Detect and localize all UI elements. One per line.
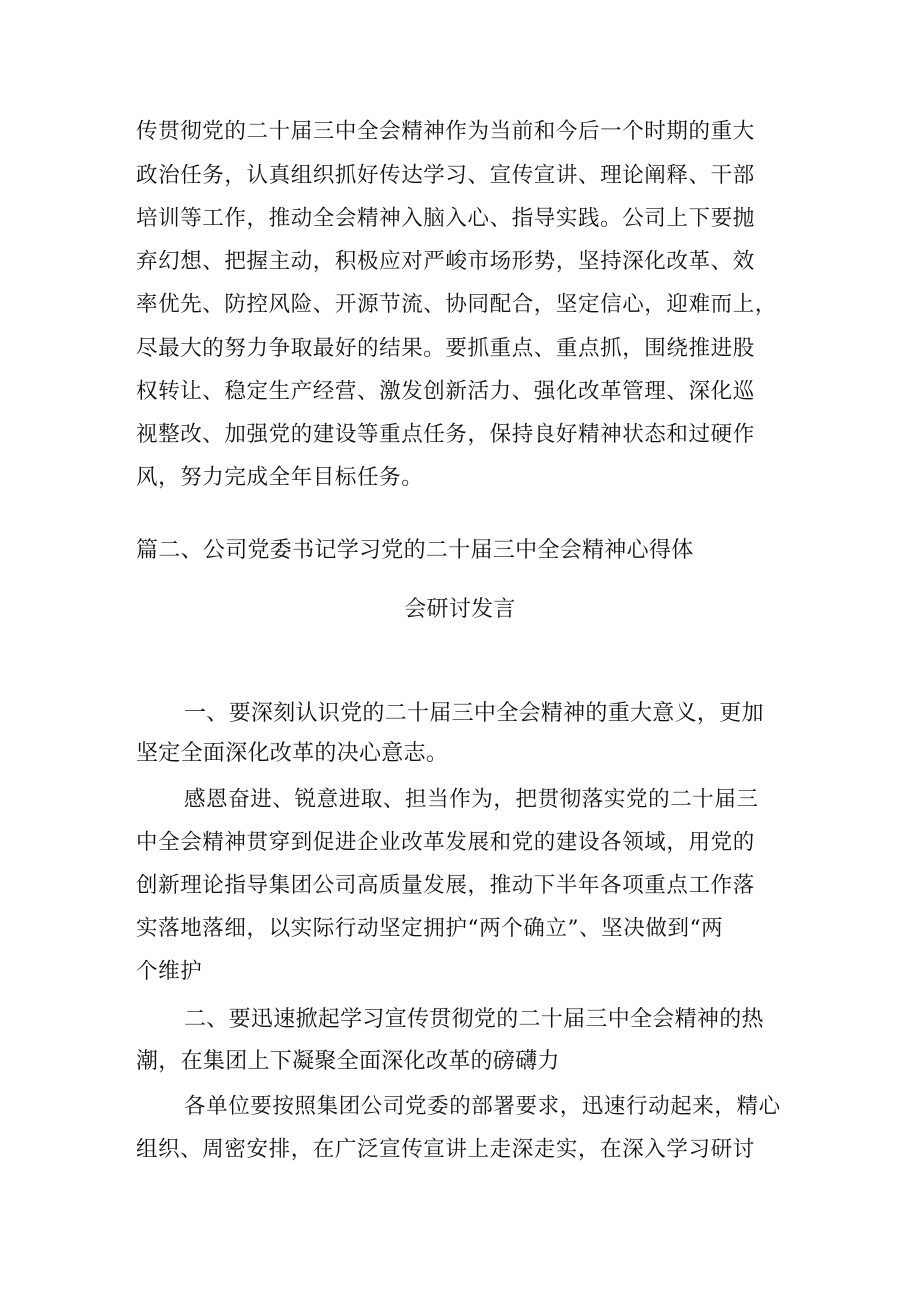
paragraph-line: 传贯彻党的二十届三中全会精神作为当前和今后一个时期的重大 (136, 119, 755, 144)
section-heading-line: 潮，在集团上下凝聚全面深化改革的磅礴力 (136, 1049, 560, 1074)
paragraph-line: 实落地落细，以实际行动坚定拥护“两个确立”、坚决做到“两 (136, 916, 724, 941)
paragraph-line: 中全会精神贯穿到促进企业改革发展和党的建设各领域，用党的 (136, 830, 755, 855)
title-line: 会研讨发言 (404, 597, 516, 622)
paragraph-line: 弃幻想、把握主动，积极应对严峻市场形势，坚持深化改革、效 (136, 249, 755, 274)
section-heading-line: 一、要深刻认识党的二十届三中全会精神的重大意义，更加 (184, 701, 764, 726)
paragraph-line: 培训等工作，推动全会精神入脑入心、指导实践。公司上下要抛 (136, 206, 755, 231)
section-heading-line: 坚定全面深化改革的决心意志。 (136, 741, 449, 766)
paragraph-line: 尽最大的努力争取最好的结果。要抓重点、重点抓，围绕推进股 (136, 336, 755, 361)
paragraph-line: 视整改、加强党的建设等重点任务，保持良好精神状态和过硬作 (136, 422, 755, 447)
paragraph-line: 组织、周密安排，在广泛宣传宣讲上走深走实，在深入学习研讨 (136, 1137, 755, 1162)
title-line: 篇二、公司党委书记学习党的二十届三中全会精神心得体 (136, 538, 694, 563)
section-heading-line: 二、要迅速掀起学习宣传贯彻党的二十届三中全会精神的热 (184, 1007, 764, 1032)
paragraph-line: 风，努力完成全年目标任务。 (136, 465, 424, 490)
paragraph-line: 感恩奋进、锐意进取、担当作为，把贯彻落实党的二十届三 (184, 787, 759, 812)
paragraph-line: 创新理论指导集团公司高质量发展，推动下半年各项重点工作落 (136, 873, 755, 898)
paragraph-line: 政治任务，认真组织抓好传达学习、宣传宣讲、理论阐释、干部 (136, 163, 755, 188)
paragraph-line: 个维护 (136, 959, 203, 984)
paragraph-line: 各单位要按照集团公司党委的部署要求，迅速行动起来，精心 (184, 1094, 781, 1119)
paragraph-line: 率优先、防控风险、开源节流、协同配合，坚定信心，迎难而上， (136, 292, 777, 317)
paragraph-line: 权转让、稳定生产经营、激发创新活力、强化改革管理、深化巡 (136, 379, 755, 404)
